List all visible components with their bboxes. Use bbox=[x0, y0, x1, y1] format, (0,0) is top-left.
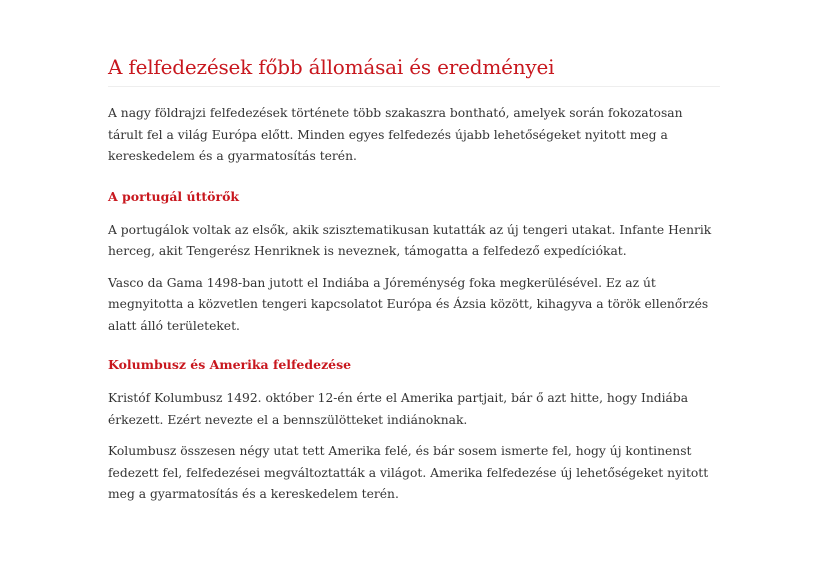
section-paragraph: Kristóf Kolumbusz 1492. október 12-én érte el Amerika partjait, bár ő azt hitte, hogy Indiába érkezett. Ezért nevezte el a bennszülötteket indiánoknak. bbox=[108, 391, 689, 427]
section-columbus-america bbox=[108, 356, 720, 506]
section-portuguese-pioneers bbox=[108, 188, 720, 338]
section-paragraph: A portugálok voltak az elsők, akik szisztematikusan kutatták az új tengeri utakat. Infante Henrik herceg, akit Tengerész Henriknek is neveznek, támogatta a felfedező expedíciókat. bbox=[108, 222, 712, 258]
section-heading: Kolumbusz és Amerika felfedezése bbox=[108, 357, 352, 372]
intro-paragraph: A nagy földrajzi felfedezések története több szakaszra bontható, amelyek során fokozatosan tárult fel a világ Európa előtt. Minden egyes felfedezés újabb lehetőségeket nyitott meg a kereskedelem és a gyarmatosítás terén. bbox=[108, 106, 683, 163]
section-heading: A portugál úttörők bbox=[108, 188, 240, 204]
section-paragraph: Vasco da Gama 1498-ban jutott el Indiába a Jóreménység foka megkerülésével. Ez az út megnyitotta a közvetlen tengeri kapcsolatot Európa és Ázsia között, kihagyva a török ellenőrzés alatt álló területeket. bbox=[108, 275, 709, 333]
page-title: A felfedezések főbb állomásai és eredményei bbox=[108, 55, 555, 79]
section-paragraph: Kolumbusz összesen négy utat tett Amerika felé, és bár sosem ismerte fel, hogy új kontinenst fedezett fel, felfedezései megváltoztatták a világot. Amerika felfedezése új lehetőségeket nyitott meg a gyarmatosítás és a kereskedelem terén. bbox=[108, 444, 709, 501]
title-divider bbox=[108, 86, 720, 87]
article bbox=[108, 52, 720, 506]
